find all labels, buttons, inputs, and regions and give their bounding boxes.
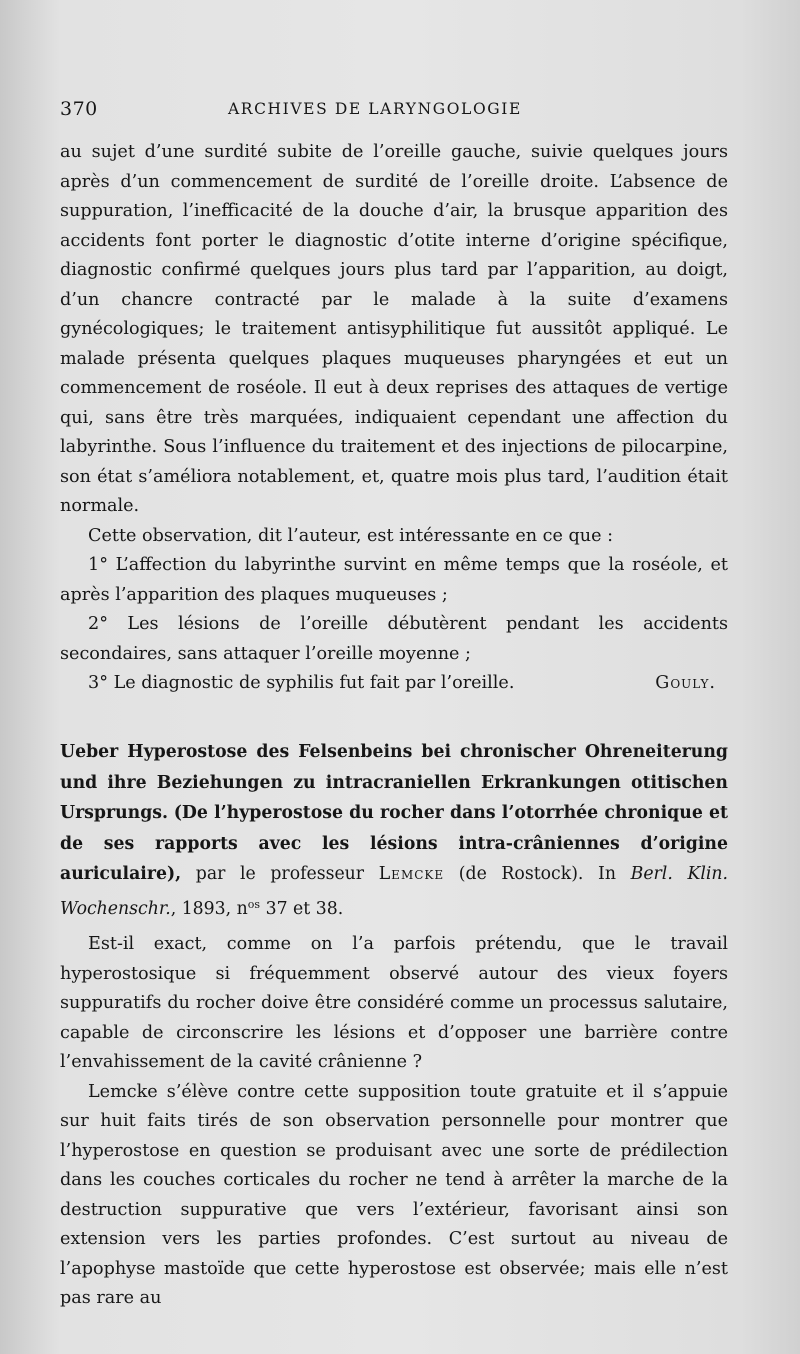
byline-prefix: par le professeur <box>195 864 365 884</box>
article-heading <box>60 737 728 924</box>
list-item-1: 1° L’affection du labyrinthe survint en même temps que la roséole, et après l’apparition des plaques muqueuses ; <box>60 555 728 605</box>
citation-numbers: 37 et 38. <box>260 898 344 919</box>
list-item-2: 2° Les lésions de l’oreille débutèrent pendant les accidents secondaires, sans attaquer l’oreille moyenne ; <box>60 614 728 664</box>
german-title: Ueber Hyperostose des Felsenbeins bei chronischer Ohreneiterung und ihre Beziehungen zu intracraniellen Erkrankungen otitischen Ursprungs. <box>60 742 728 823</box>
review-continuation <box>60 138 728 699</box>
reviewer-signature: Gouly. <box>655 673 716 693</box>
french-title: (De l’hyperostose du rocher dans l’otorrhée chronique et de ses rapports avec les lésions intra-crâniennes d’origine auriculaire), <box>60 803 728 884</box>
citation-superscript: os <box>247 897 261 911</box>
paragraph-question: Est-il exact, comme on l’a parfois prétendu, que le travail hyperostosique si fréquemment observé autour des vieux foyers suppuratifs du rocher doive être considéré comme un processus salutaire, capable de circonscrire les lésions et d’opposer une barrière contre l’envahissement de la cavité crânienne ? <box>60 934 728 1072</box>
author-name: Lemcke <box>378 864 445 884</box>
page-header <box>60 98 740 128</box>
list-item-3: 3° Le diagnostic de syphilis fut fait par l’oreille. <box>88 673 515 693</box>
paragraph-lemcke-argument: Lemcke s’élève contre cette supposition toute gratuite et il s’appuie sur huit faits tirés de son observation personnelle pour montrer que l’hyperostose en question se produisant avec une sorte de prédilection dans les couches corticales du rocher ne tend à arrêter la marche de la destruction suppurative que vers l’extérieur, favorisant ainsi son extension vers les parties profondes. C’est surtout au niveau de l’apophyse mastoïde que cette hyperostose est observée; mais elle n’est pas rare au <box>60 1081 728 1308</box>
citation-year: , 1893, n <box>170 898 248 919</box>
paragraph-author-remarks: Cette observation, dit l’auteur, est intéressante en ce que : <box>88 525 614 546</box>
list-item-3-with-signature <box>60 669 728 699</box>
journal-name: Berl. Klin. Wochenschr. <box>60 864 729 919</box>
paragraph-case-description: au sujet d’une surdité subite de l’oreille gauche, suivie quelques jours après d’un commencement de surdité de l’oreille droite. L’absence de suppuration, l’inefficacité de la douche d’air, la brusque apparition des accidents font porter le diagnostic d’otite interne d’origine spécifique, diagnostic confirmé quelques jours plus tard par l’apparition, au doigt, d’un chancre contracté par le malade à la suite d’examens gynécologiques; le traitement antisyphilitique fut aussitôt appliqué. Le malade présenta quelques plaques muqueuses pharyngées et eut un commencement de roséole. Il eut à deux reprises des attaques de vertige qui, sans être très marquées, indiquaient cependant une affection du labyrinthe. Sous l’influence du traitement et des injections de pilocarpine, son état s’améliora notablement, et, quatre mois plus tard, l’audition était normale. <box>60 142 728 516</box>
author-place: (de Rostock). In <box>458 864 616 884</box>
page-number: 370 <box>60 98 98 120</box>
review-body <box>60 930 728 1314</box>
running-title: ARCHIVES DE LARYNGOLOGIE <box>228 100 522 118</box>
